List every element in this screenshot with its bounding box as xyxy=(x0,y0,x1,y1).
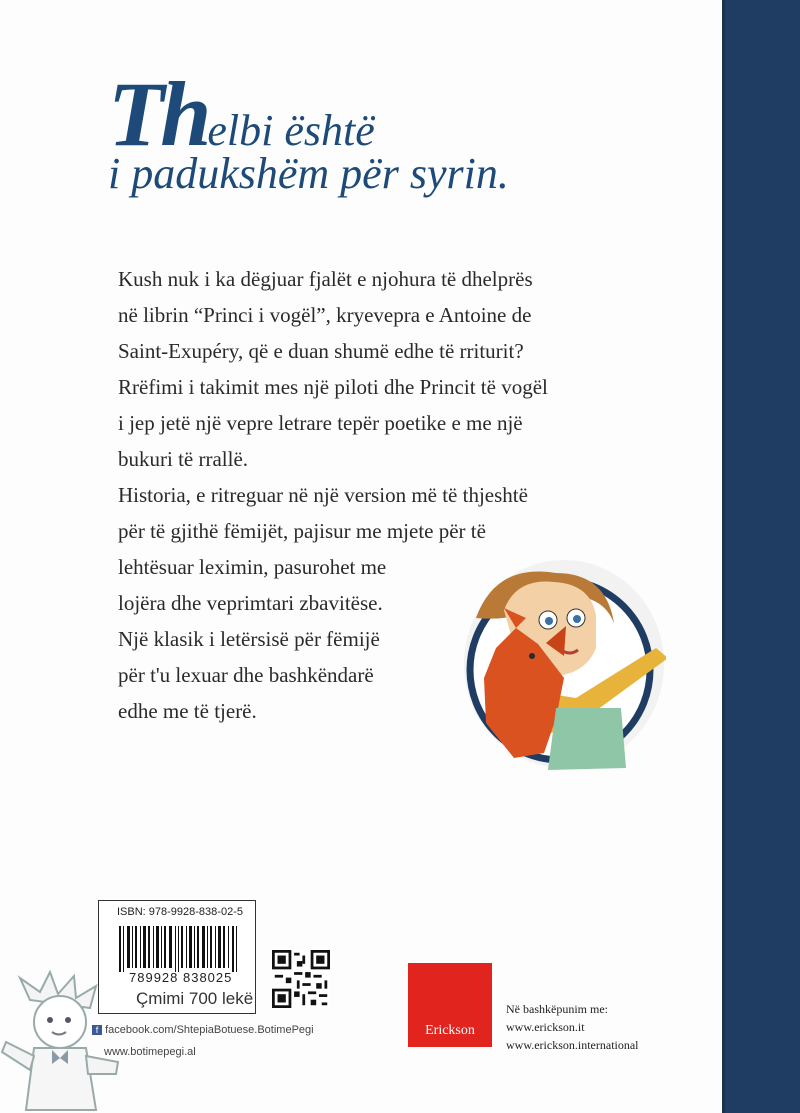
paragraph-line: Historia, e ritreguar në një version më të thjeshtë xyxy=(118,483,528,507)
paragraph-line: Kush nuk i ka dëgjuar fjalët e njohura të dhelprës xyxy=(118,267,533,291)
erickson-logo-text: Erickson xyxy=(425,1023,475,1038)
paragraph-line: bukuri të rrallë. xyxy=(118,447,249,471)
title-quote xyxy=(108,63,668,199)
boy-with-fox-illustration xyxy=(456,548,666,774)
facebook-url: facebook.com/ShtepiaBotuese.BotimePegi xyxy=(105,1024,314,1036)
website-link[interactable]: www.botimepegi.al xyxy=(104,1046,196,1058)
paragraph-line: Rrëfimi i takimit mes një piloti dhe Princit të vogël xyxy=(118,375,548,399)
title-line1: elbi është xyxy=(207,106,375,155)
paragraph-line: edhe me të tjerë. xyxy=(118,699,257,723)
paragraph-line: për t'u lexuar dhe bashkëndarë xyxy=(118,663,374,687)
partner-label: Në bashkëpunim me: xyxy=(506,1002,608,1016)
partner-url-it[interactable]: www.erickson.it xyxy=(506,1020,585,1034)
price-label: Çmimi 700 lekë xyxy=(136,989,254,1008)
title-line2: i padukshëm për syrin. xyxy=(108,149,509,198)
facebook-icon: f xyxy=(92,1025,102,1035)
erickson-logo xyxy=(408,963,492,1047)
paragraph-line: lehtësuar leximin, pasurohet me xyxy=(118,555,387,579)
paragraph-line: Një klasik i letërsisë për fëmijë xyxy=(118,627,380,651)
partner-url-international[interactable]: www.erickson.international xyxy=(506,1038,639,1052)
prince-mascot-icon xyxy=(0,970,130,1113)
barcode-number: 789928 838025 xyxy=(129,970,233,985)
paragraph-line: i jep jetë një vepre letrare tepër poetike e me një xyxy=(118,411,523,435)
title-initials: Th xyxy=(108,63,208,165)
paragraph-line: Saint-Exupéry, që e duan shumë edhe të rriturit? xyxy=(118,339,524,363)
book-spine xyxy=(725,0,800,1113)
paragraph-line: lojëra dhe veprimtari zbavitëse. xyxy=(118,591,383,615)
paragraph-line: në librin “Princi i vogël”, kryevepra e Antoine de xyxy=(118,303,532,327)
paragraph-line: për të gjithë fëmijët, pajisur me mjete për të xyxy=(118,519,486,543)
isbn-number: ISBN: 978-9928-838-02-5 xyxy=(117,906,243,918)
barcode-icon xyxy=(119,923,239,975)
qr-code-icon xyxy=(272,950,330,1008)
